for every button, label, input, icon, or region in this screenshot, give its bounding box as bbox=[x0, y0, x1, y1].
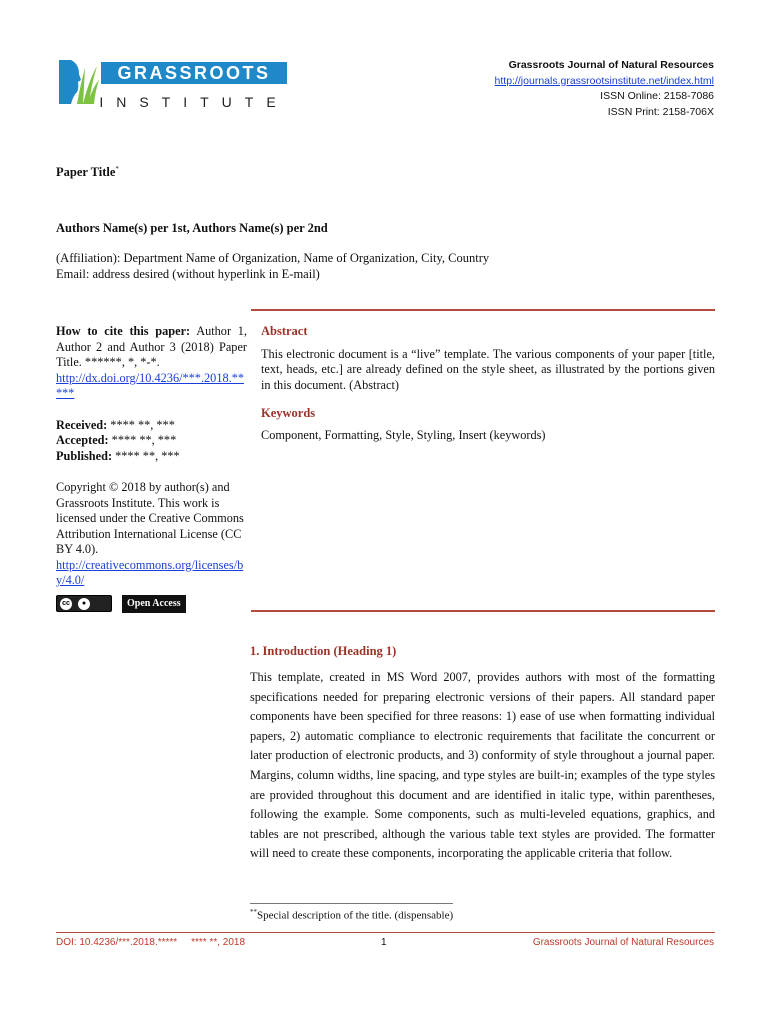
cite-label: How to cite this paper: bbox=[56, 324, 191, 338]
journal-info bbox=[495, 58, 714, 120]
sidebar bbox=[56, 324, 247, 614]
journal-name: Grassroots Journal of Natural Resources bbox=[508, 59, 714, 71]
affiliation: (Affiliation): Department Name of Organization, Name of Organization, City, Country bbox=[56, 251, 490, 265]
footnote-divider bbox=[250, 903, 453, 904]
logo-grass-icon bbox=[77, 66, 99, 104]
accepted-label: Accepted: bbox=[56, 433, 109, 447]
issn-online: ISSN Online: 2158-7086 bbox=[600, 90, 714, 103]
issn-print: ISSN Print: 2158-706X bbox=[607, 105, 714, 118]
copyright-text: Copyright © 2018 by author(s) and Grassroots Institute. This work is licensed under the Creative Commons Attribution International License (CC BY 4.0). bbox=[56, 480, 244, 556]
page-number: 1 bbox=[381, 937, 387, 948]
paper-title-text: Paper Title bbox=[56, 165, 116, 180]
cite-text: Author 1, Author 2 and Author 3 (2018) Paper Title. ******, *, *-*. bbox=[56, 324, 247, 369]
logo-text-top: GRASSROOTS bbox=[117, 63, 271, 83]
open-access-row bbox=[56, 594, 247, 614]
journal-url-link[interactable]: http://journals.grassrootsinstitute.net/index.html bbox=[494, 74, 714, 87]
grassroots-institute-logo bbox=[57, 58, 287, 112]
received-label: Received: bbox=[56, 417, 108, 432]
footnote-text: Special description of the title. (dispensable) bbox=[257, 909, 454, 922]
received-value: **** **, *** bbox=[107, 417, 175, 432]
keywords-text: Component, Formatting, Style, Styling, Insert (keywords) bbox=[261, 427, 546, 442]
license-link[interactable]: http://creativecommons.org/licenses/by/4.0/ bbox=[56, 557, 244, 587]
dates-block bbox=[56, 418, 247, 465]
bottom-divider bbox=[251, 610, 715, 612]
cite-doi-link[interactable]: http://dx.doi.org/10.4236/***.2018.***** bbox=[56, 370, 244, 400]
footer-doi bbox=[56, 937, 245, 948]
accepted-value: **** **, *** bbox=[108, 433, 177, 447]
introduction-body: This template, created in MS Word 2007, provides authors with most of the formatting specifications needed for preparing electronic versions of their papers. All standard paper components have been specified for three reasons: 1) ease of use when formatting individual papers, 2) automatic compliance to electronic requirements that facilitate the concurrent or later production of electronic products, and 3) conformity of style throughout a journal paper. Margins, column widths, line spacing, and type styles are built-in; examples of the type styles are provided throughout this document and are identified in italic type, within parentheses, following the example. Some components, such as multi-leveled equations, graphics, and tables are not prescribed, although the various table text styles are provided. The formatter will need to create these components, incorporating the applicable criteria that follow. bbox=[250, 670, 715, 861]
title-footnote-mark: * bbox=[115, 165, 119, 173]
footer-journal: Grassroots Journal of Natural Resources bbox=[532, 937, 714, 948]
footnote bbox=[250, 905, 550, 922]
abstract-text: This electronic document is a “live” template. The various components of your paper [title, text, heads, etc.] are already defined on the style sheet, as illustrated by the portions given in this document. (Abstract) bbox=[261, 346, 715, 392]
paper-title bbox=[56, 165, 119, 180]
logo-text-bottom: INSTITUTE bbox=[99, 94, 289, 110]
keywords-heading: Keywords bbox=[261, 406, 316, 420]
authors: Authors Name(s) per 1st, Authors Name(s) per 2nd bbox=[56, 221, 328, 235]
abstract-heading: Abstract bbox=[261, 324, 308, 338]
introduction-heading: 1. Introduction (Heading 1) bbox=[250, 644, 397, 658]
footer-date: **** **, 2018 bbox=[191, 937, 246, 948]
abstract-section bbox=[261, 324, 715, 443]
cc-by-badge[interactable] bbox=[56, 595, 112, 612]
email: Email: address desired (without hyperlink in E-mail) bbox=[56, 266, 320, 281]
footer-divider bbox=[56, 932, 715, 933]
attribution-person-icon: ● bbox=[78, 598, 90, 610]
published-label: Published: bbox=[56, 448, 113, 463]
copyright-block bbox=[56, 480, 247, 589]
footnote-mark: ** bbox=[250, 908, 257, 916]
cc-icon: cc bbox=[60, 598, 72, 610]
logo-head-icon bbox=[59, 60, 81, 104]
footer-doi-text: DOI: 10.4236/***.2018.***** bbox=[56, 937, 178, 948]
affiliation-block bbox=[56, 251, 676, 282]
published-value: **** **, *** bbox=[112, 448, 180, 463]
top-divider bbox=[251, 309, 715, 311]
open-access-label: Open Access bbox=[122, 595, 186, 613]
citation-block bbox=[56, 324, 247, 402]
